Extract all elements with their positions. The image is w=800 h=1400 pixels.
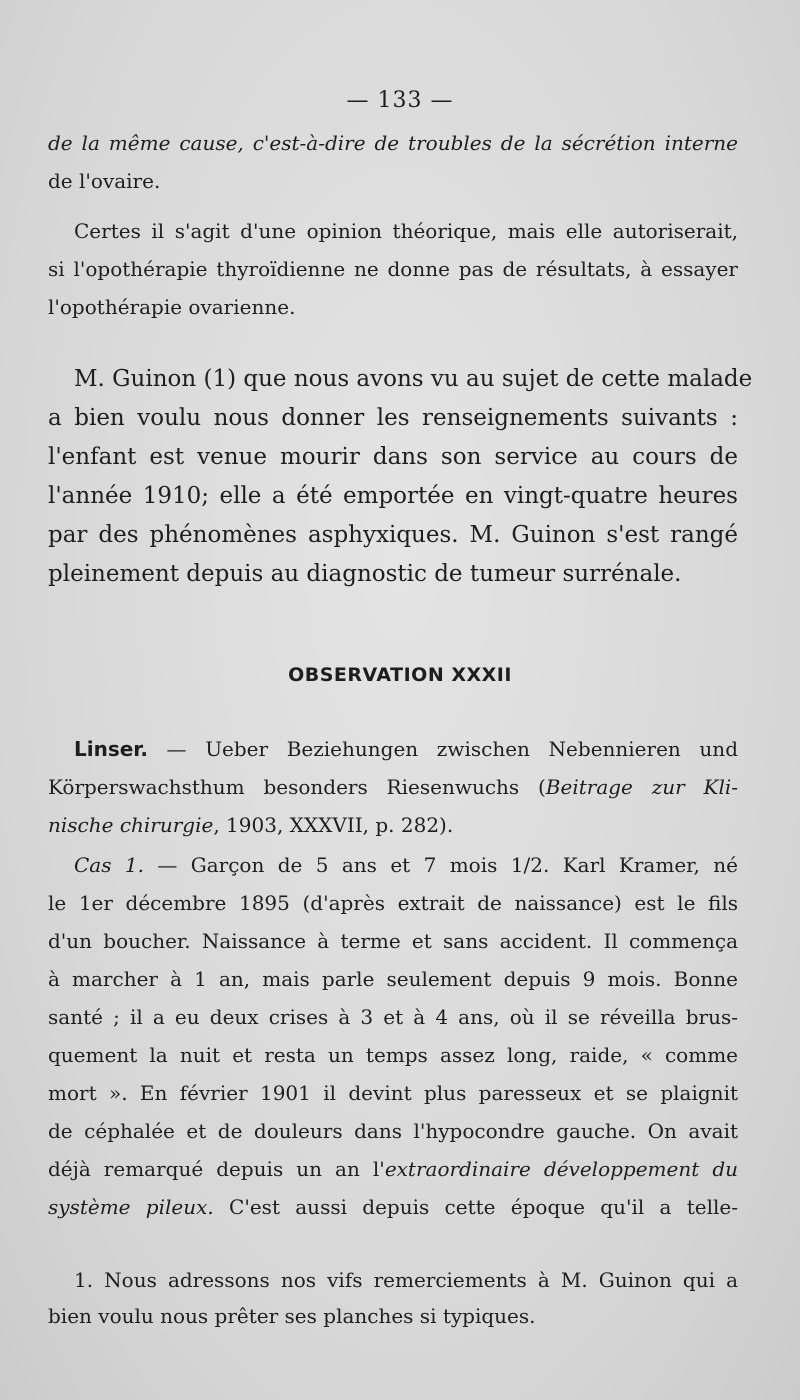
text-line: d'un boucher. Naissance à terme et sans accident. Il commença [48, 929, 738, 953]
text-line: quement la nuit et resta un temps assez long, raide, « comme [48, 1043, 738, 1067]
text-line: Körperswachsthum besonders Riesenwuchs (Beitrage zur Kli- [48, 775, 738, 799]
case-label: Cas 1. [74, 853, 144, 877]
text-line: l'enfant est venue mourir dans son service au cours de [48, 444, 738, 470]
footnote [48, 1262, 738, 1334]
journal-title: Beitrage zur Kli- [545, 775, 738, 799]
text-line: l'opothérapie ovarienne. [48, 295, 296, 319]
text-line: de céphalée et de douleurs dans l'hypocondre gauche. On avait [48, 1119, 738, 1143]
page-number: — 133 — [346, 88, 454, 113]
text-line: déjà remarqué depuis un an l'extraordinaire développement du [48, 1157, 738, 1181]
text-line: Cas 1. — Garçon de 5 ans et 7 mois 1/2. Karl Kramer, né [74, 853, 738, 877]
text-line: de la même cause, c'est-à-dire de troubles de la sécrétion interne [48, 131, 738, 155]
text-line: nische chirurgie, 1903, XXXVII, p. 282). [48, 813, 454, 837]
text-line: par des phénomènes asphyxiques. M. Guinon s'est rangé [48, 522, 738, 548]
text-line: Linser. — Ueber Beziehungen zwischen Nebennieren und [74, 737, 738, 761]
text-line: pleinement depuis au diagnostic de tumeur surrénale. [48, 561, 682, 587]
text-line: si l'opothérapie thyroïdienne ne donne pas de résultats, à essayer [48, 257, 738, 281]
case-description [48, 846, 738, 1226]
text-line: mort ». En février 1901 il devint plus paresseux et se plaignit [48, 1081, 738, 1105]
text-line: l'année 1910; elle a été emportée en vingt-quatre heures [48, 483, 738, 509]
reference-linser [48, 730, 738, 844]
text-line: M. Guinon (1) que nous avons vu au sujet de cette malade [74, 366, 753, 392]
paragraph-guinon [48, 360, 753, 594]
text-line: 1. Nous adressons nos vifs remerciements à M. Guinon qui a [74, 1268, 738, 1292]
paragraph-opotherapy [48, 212, 738, 326]
author-name: Linser. [74, 737, 148, 761]
text-line: a bien voulu nous donner les renseignements suivants : [48, 405, 738, 431]
text-line: Certes il s'agit d'une opinion théorique, mais elle autoriserait, [74, 219, 738, 243]
section-heading: OBSERVATION XXXII [288, 664, 512, 686]
text-line: système pileux. C'est aussi depuis cette époque qu'il a telle- [48, 1195, 739, 1219]
paragraph-ovary-cause [48, 124, 738, 200]
text-line: de l'ovaire. [48, 169, 161, 193]
text-line: bien voulu nous prêter ses planches si typiques. [48, 1304, 536, 1328]
journal-title: nische chirurgie [48, 813, 214, 837]
text-line: santé ; il a eu deux crises à 3 et à 4 ans, où il se réveilla brus- [48, 1005, 738, 1029]
text-line: à marcher à 1 an, mais parle seulement depuis 9 mois. Bonne [48, 967, 738, 991]
text-line: le 1er décembre 1895 (d'après extrait de naissance) est le fils [48, 891, 738, 915]
